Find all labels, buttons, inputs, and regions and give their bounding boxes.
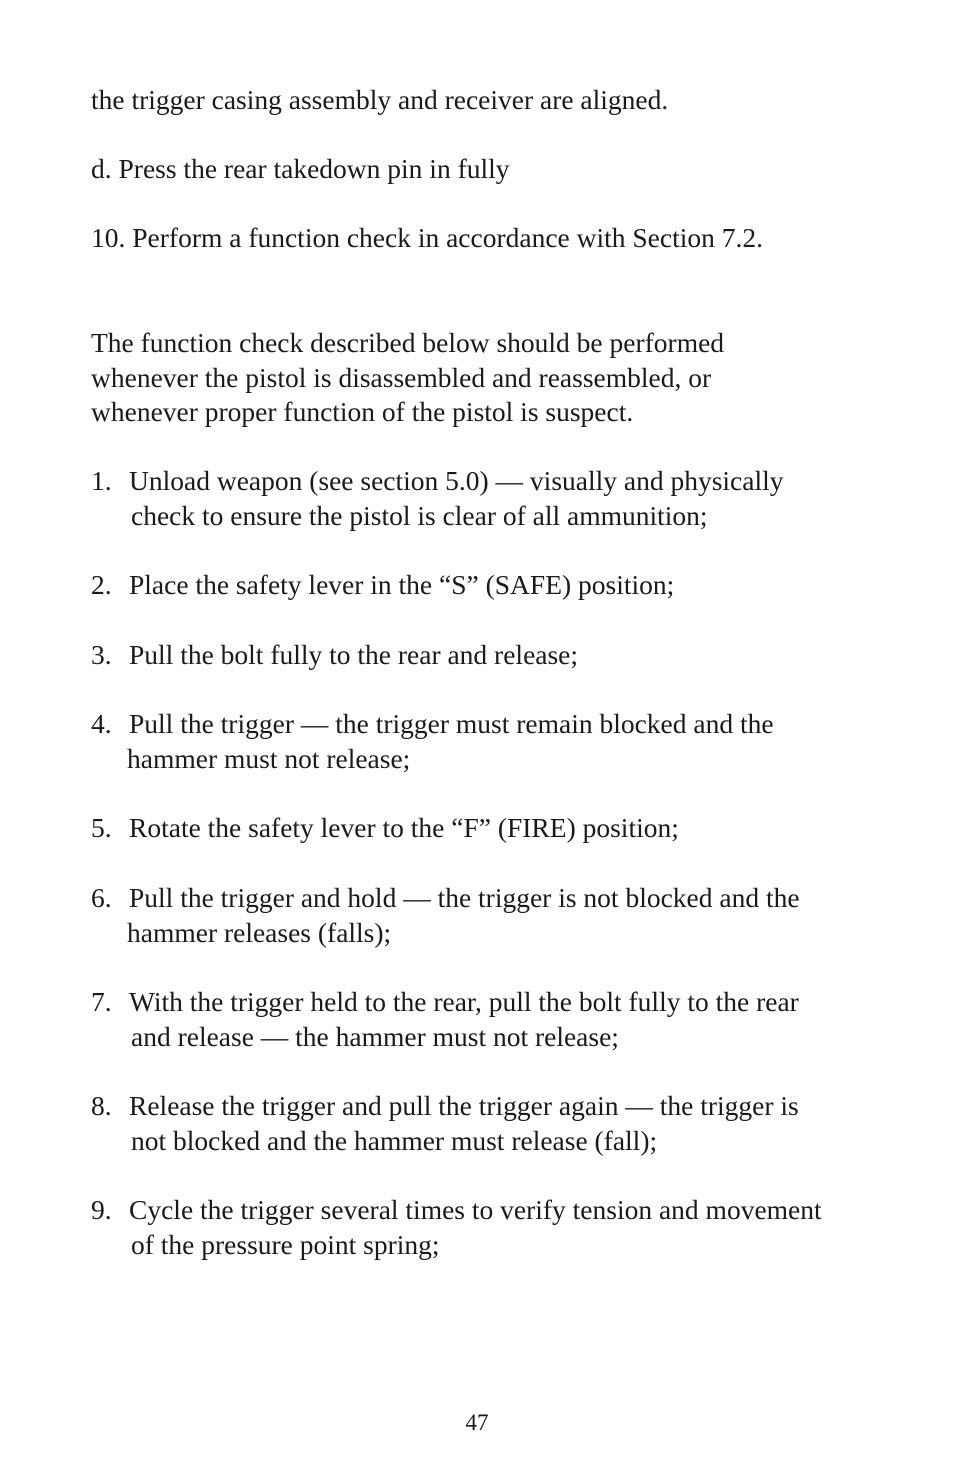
list-item — [91, 881, 800, 950]
list-item-text: Place the safety lever in the “S” (SAFE) position; — [129, 569, 675, 600]
list-item-text: hammer releases (falls); — [127, 916, 392, 948]
list-item-text: not blocked and the hammer must release (fall); — [131, 1124, 658, 1156]
list-item — [91, 985, 799, 1054]
list-item — [91, 568, 674, 603]
list-item-text: check to ensure the pistol is clear of all ammunition; — [131, 499, 708, 531]
list-item-number: 1. — [91, 465, 112, 496]
list-item-number: 9. — [91, 1194, 112, 1225]
list-item-text: Unload weapon (see section 5.0) — visually and physically — [129, 465, 784, 496]
list-item-number: 6. — [91, 882, 112, 913]
intro-line: whenever the pistol is disassembled and reassembled, or — [91, 361, 712, 393]
step-d: d. Press the rear takedown pin in fully — [91, 153, 510, 184]
continuation-text: the trigger casing assembly and receiver are aligned. — [91, 84, 669, 115]
list-item — [91, 638, 578, 673]
list-item-number: 5. — [91, 812, 112, 843]
list-item-text: of the pressure point spring; — [131, 1228, 440, 1260]
list-item-text: Release the trigger and pull the trigger again — the trigger is — [129, 1090, 799, 1121]
list-item-number: 7. — [91, 986, 112, 1017]
list-item-text: Pull the trigger — the trigger must remain blocked and the — [129, 708, 774, 739]
page-number: 47 — [465, 1410, 489, 1435]
list-item-text: and release — the hammer must not release; — [131, 1020, 619, 1052]
intro-line: whenever proper function of the pistol is suspect. — [91, 396, 634, 427]
list-item-text: Pull the trigger and hold — the trigger is not blocked and the — [129, 882, 800, 913]
list-item-number: 8. — [91, 1090, 112, 1121]
list-item — [91, 707, 774, 776]
list-item-text: Rotate the safety lever to the “F” (FIRE) position; — [129, 812, 679, 843]
list-item-text: Cycle the trigger several times to verify tension and movement — [129, 1194, 822, 1225]
list-item — [91, 811, 679, 846]
step-10: 10. Perform a function check in accordance with Section 7.2. — [91, 222, 763, 253]
list-item-number: 3. — [91, 639, 112, 670]
list-item-number: 4. — [91, 708, 112, 739]
list-item — [91, 1193, 822, 1262]
list-item-text: hammer must not release; — [127, 742, 411, 774]
list-item — [91, 464, 784, 533]
intro-line: The function check described below should be performed — [91, 327, 725, 358]
list-item — [91, 1089, 799, 1158]
document-page — [91, 0, 891, 1475]
intro-paragraph — [91, 326, 724, 430]
list-item-text: Pull the bolt fully to the rear and release; — [129, 639, 579, 670]
list-item-number: 2. — [91, 569, 112, 600]
list-item-text: With the trigger held to the rear, pull the bolt fully to the rear — [129, 986, 799, 1017]
